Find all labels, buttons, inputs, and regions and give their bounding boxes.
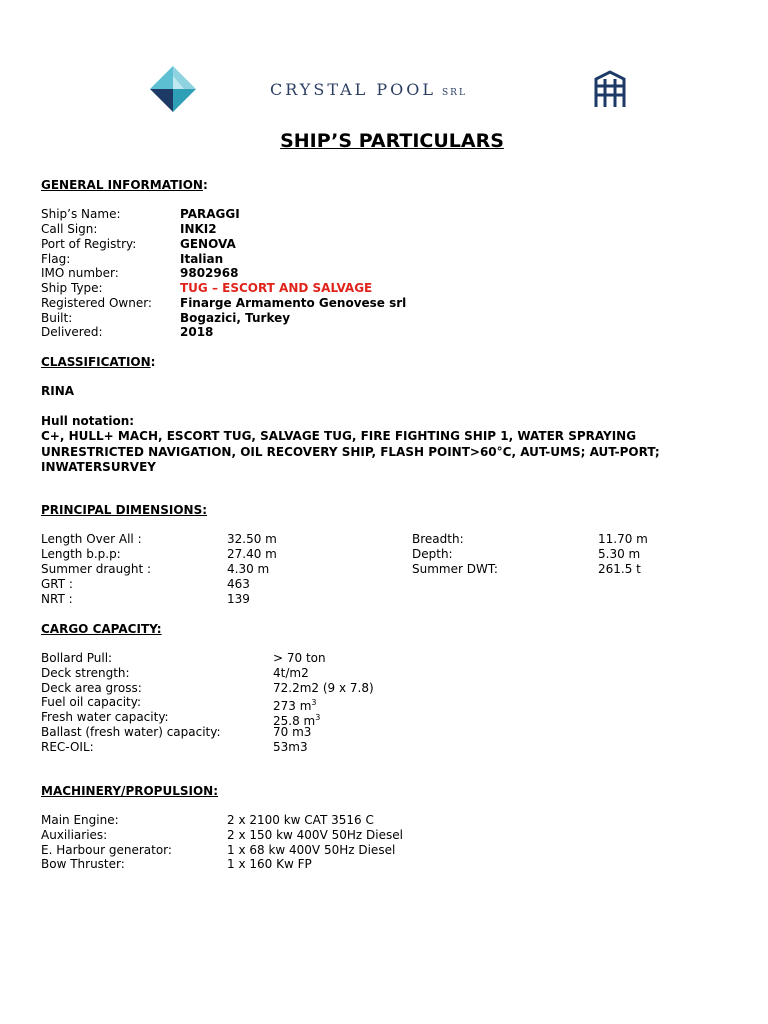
- row-label: IMO number:: [41, 266, 119, 280]
- grt-value: 463: [227, 577, 250, 591]
- row-label: Summer draught :: [41, 562, 152, 576]
- row-label: Deck strength:: [41, 666, 130, 680]
- row-label: Bollard Pull:: [41, 651, 113, 665]
- row-label: Fuel oil capacity:: [41, 695, 142, 709]
- fuel-oil-number: 273 m: [273, 699, 312, 713]
- fresh-water-number: 25.8 m: [273, 714, 316, 728]
- main-engine-value: 2 x 2100 kw CAT 3516 C: [227, 813, 374, 827]
- classification-heading: [41, 355, 155, 369]
- machinery-heading-text: MACHINERY/PROPULSION:: [41, 784, 219, 798]
- hull-notation-line: UNRESTRICTED NAVIGATION, OIL RECOVERY SHIP, FLASH POINT>60°C, AUT-UMS; AUT-PORT;: [41, 444, 660, 459]
- depth-value: 5.30 m: [598, 547, 641, 561]
- row-label: NRT :: [41, 592, 73, 606]
- general-information-heading: [41, 178, 208, 192]
- company-suffix: SRL: [442, 88, 467, 98]
- row-label: Port of Registry:: [41, 237, 137, 251]
- built-value: Bogazici, Turkey: [180, 311, 291, 325]
- row-label: Built:: [41, 311, 73, 325]
- row-label: Length Over All :: [41, 532, 142, 546]
- row-label: Deck area gross:: [41, 681, 142, 695]
- summer-dwt-value: 261.5 t: [598, 562, 641, 576]
- bollard-pull-value: > 70 ton: [273, 651, 326, 665]
- auxiliaries-value: 2 x 150 kw 400V 50Hz Diesel: [227, 828, 403, 842]
- row-label: Main Engine:: [41, 813, 119, 827]
- classification-heading-text: CLASSIFICATION: [41, 355, 151, 369]
- company-name: [270, 80, 467, 99]
- row-label: Depth:: [412, 547, 453, 561]
- page-title: SHIP’S PARTICULARS: [280, 130, 504, 152]
- call-sign-value: INKI2: [180, 222, 217, 236]
- ballast-value: 70 m3: [273, 725, 312, 739]
- general-heading-colon: :: [202, 178, 208, 192]
- registered-owner-value: Finarge Armamento Genovese srl: [180, 296, 407, 310]
- hull-notation-label: Hull notation:: [41, 414, 135, 428]
- row-label: Fresh water capacity:: [41, 710, 169, 724]
- nrt-value: 139: [227, 592, 250, 606]
- principal-dimensions-heading: [41, 503, 207, 517]
- row-label: Call Sign:: [41, 222, 98, 236]
- row-label: Ship’s Name:: [41, 207, 121, 221]
- harbour-generator-value: 1 x 68 kw 400V 50Hz Diesel: [227, 843, 396, 857]
- flag-value: Italian: [180, 252, 224, 266]
- deck-area-value: 72.2m2 (9 x 7.8): [273, 681, 374, 695]
- rec-oil-value: 53m3: [273, 740, 308, 754]
- row-label: Auxiliaries:: [41, 828, 108, 842]
- length-over-all-value: 32.50 m: [227, 532, 277, 546]
- breadth-value: 11.70 m: [598, 532, 648, 546]
- row-label: Flag:: [41, 252, 71, 266]
- cargo-heading-text: CARGO CAPACITY:: [41, 622, 162, 636]
- row-label: Ballast (fresh water) capacity:: [41, 725, 221, 739]
- cargo-capacity-heading: [41, 622, 162, 636]
- bow-thruster-value: 1 x 160 Kw FP: [227, 857, 312, 871]
- general-heading-text: GENERAL INFORMATION: [41, 178, 203, 192]
- ship-type-value: TUG – ESCORT AND SALVAGE: [180, 281, 373, 295]
- classification-society: RINA: [41, 384, 75, 398]
- row-label: Summer DWT:: [412, 562, 498, 576]
- dimensions-heading-text: PRINCIPAL DIMENSIONS:: [41, 503, 208, 517]
- row-label: GRT :: [41, 577, 73, 591]
- row-label: Bow Thruster:: [41, 857, 125, 871]
- row-label: Breadth:: [412, 532, 464, 546]
- length-bpp-value: 27.40 m: [227, 547, 277, 561]
- ship-name-value: PARAGGI: [180, 207, 240, 221]
- hull-notation-line: INWATERSURVEY: [41, 460, 156, 474]
- fuel-oil-superscript: 3: [311, 698, 317, 707]
- delivered-value: 2018: [180, 325, 214, 339]
- monogram-icon: [593, 69, 627, 109]
- classification-heading-colon: :: [150, 355, 156, 369]
- row-label: REC-OIL:: [41, 740, 94, 754]
- summer-draught-value: 4.30 m: [227, 562, 270, 576]
- machinery-heading: [41, 784, 218, 798]
- hull-notation-line: C+, HULL+ MACH, ESCORT TUG, SALVAGE TUG, FIRE FIGHTING SHIP 1, WATER SPRAYING: [41, 429, 637, 443]
- deck-strength-value: 4t/m2: [273, 666, 309, 680]
- fresh-water-superscript: 3: [315, 713, 321, 722]
- crystal-diamond-icon: [150, 66, 196, 112]
- row-label: Delivered:: [41, 325, 103, 339]
- row-label: E. Harbour generator:: [41, 843, 172, 857]
- row-label: Length b.p.p:: [41, 547, 121, 561]
- company-name-text: CRYSTAL POOL: [270, 80, 437, 99]
- row-label: Registered Owner:: [41, 296, 152, 310]
- port-of-registry-value: GENOVA: [180, 237, 236, 251]
- imo-number-value: 9802968: [180, 266, 239, 280]
- row-label: Ship Type:: [41, 281, 103, 295]
